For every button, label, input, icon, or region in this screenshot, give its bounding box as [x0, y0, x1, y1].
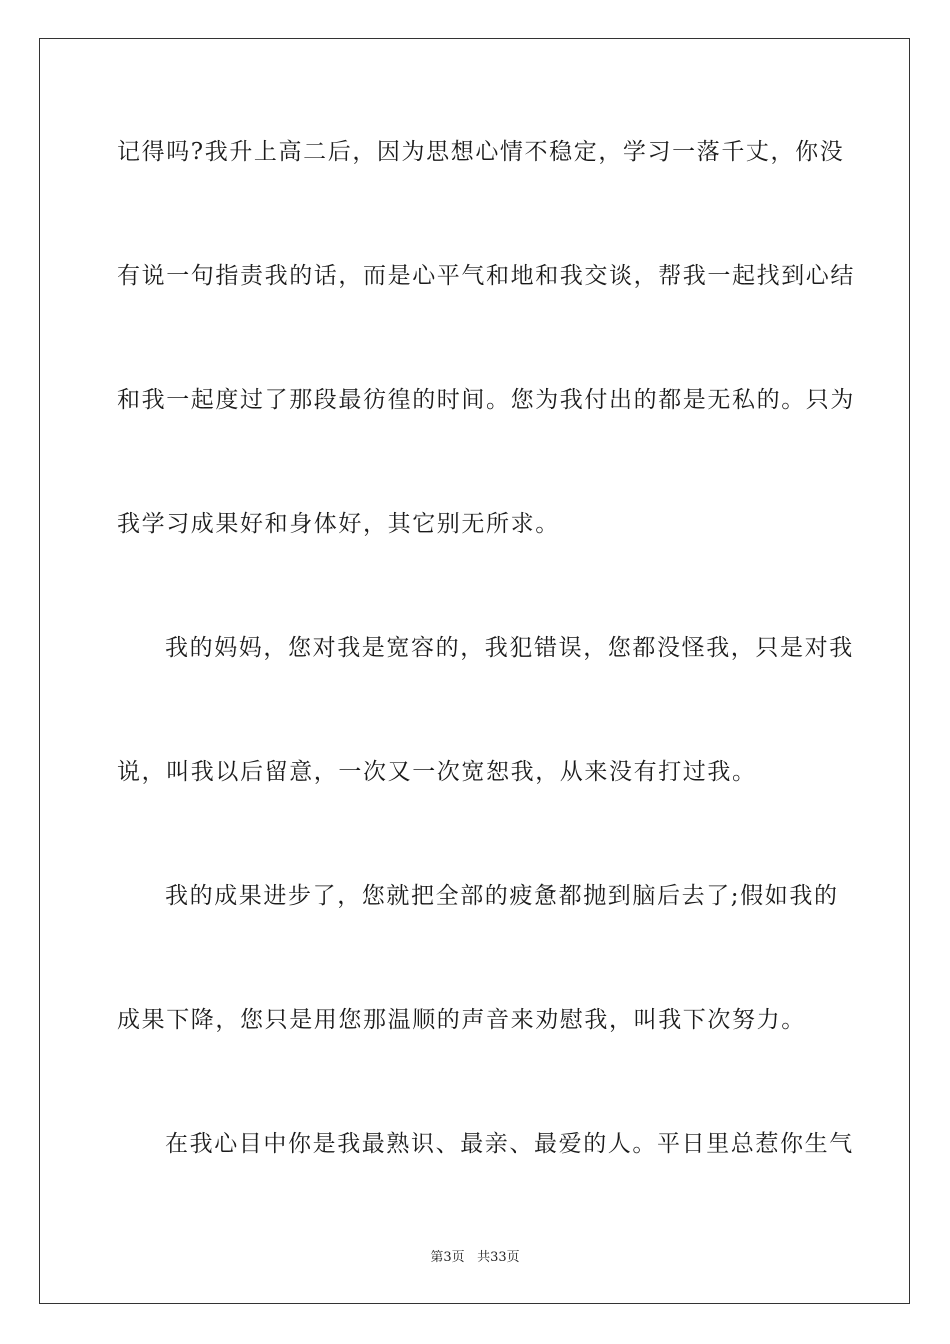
paragraph-line: 我的妈妈，您对我是宽容的，我犯错误，您都没怪我，只是对我 [165, 635, 854, 661]
page-border [39, 38, 910, 1304]
paragraph-line: 成果下降，您只是用您那温顺的声音来劝慰我，叫我下次努力。 [117, 1007, 806, 1033]
paragraph-line: 我的成果进步了，您就把全部的疲惫都抛到脑后去了;假如我的 [165, 883, 839, 909]
paragraph-line: 和我一起度过了那段最彷徨的时间。您为我付出的都是无私的。只为 [117, 387, 855, 413]
total-pages: 共33页 [477, 1250, 520, 1265]
paragraph-line: 在我心目中你是我最熟识、最亲、最爱的人。平日里总惹你生气 [165, 1131, 854, 1157]
paragraph-line: 有说一句指责我的话，而是心平气和地和我交谈，帮我一起找到心结 [117, 263, 855, 289]
page-footer [0, 1246, 950, 1265]
paragraph-line: 说，叫我以后留意，一次又一次宽恕我，从来没有打过我。 [117, 759, 757, 785]
paragraph-line: 记得吗?我升上高二后，因为思想心情不稳定，学习一落千丈，你没 [117, 139, 845, 165]
paragraph-line: 我学习成果好和身体好，其它别无所求。 [117, 511, 560, 537]
page-number: 第3页 [430, 1250, 465, 1265]
